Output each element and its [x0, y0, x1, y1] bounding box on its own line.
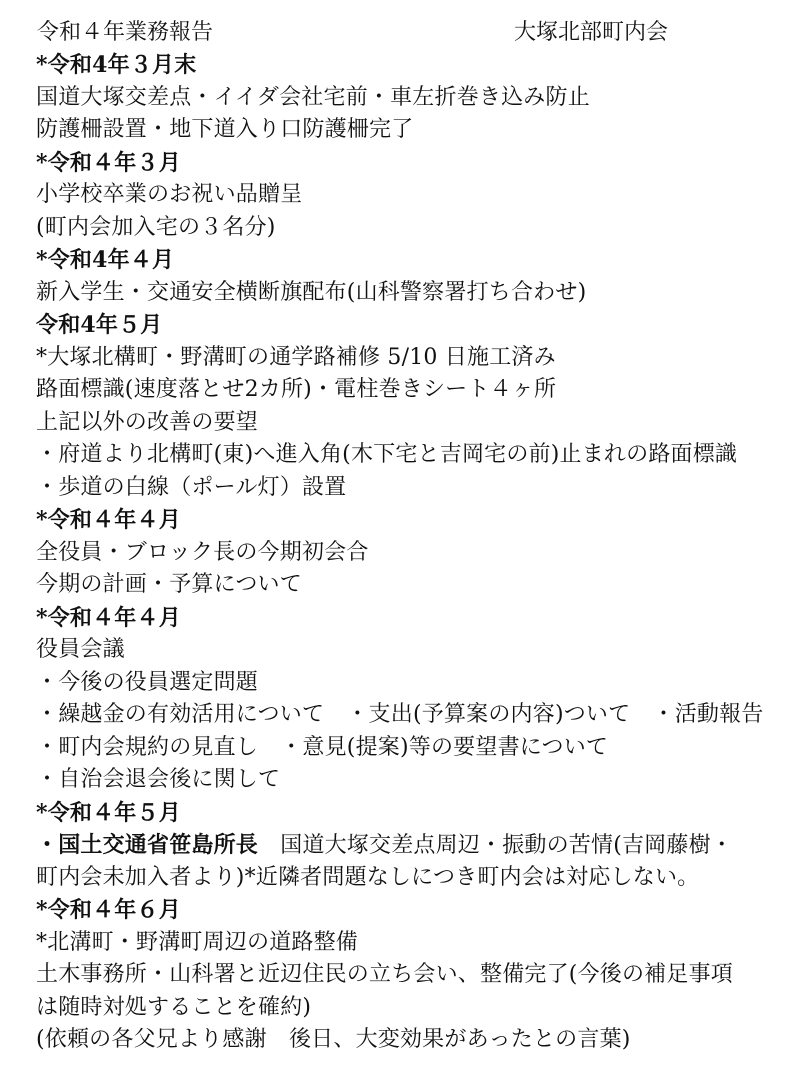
- section-date-heading: *令和４年４月: [36, 507, 181, 533]
- report-line: ・歩道の白線（ポール灯）設置: [36, 474, 347, 500]
- report-line: ・自治会退会後に関して: [36, 767, 281, 792]
- report-line: 小学校卒業のお祝い品贈呈: [36, 182, 303, 207]
- report-title: 令和４年業務報告: [37, 20, 214, 45]
- report-line: 町内会未加入者より)*近隣者問題なしにつき町内会は対応しない。: [36, 864, 700, 890]
- report-line: *大塚北構町・野溝町の通学路補修 5/10 日施工済み: [36, 344, 556, 370]
- section-date-heading: *令和４年５月: [36, 799, 181, 826]
- line-text: 国道大塚交差点周辺・振動の苦情(吉岡藤樹・: [280, 833, 733, 858]
- section-date-heading: *令和４年４月: [36, 604, 181, 631]
- section-date-heading: *令和4年４月: [36, 247, 175, 273]
- organization-name: 大塚北部町内会: [514, 20, 669, 45]
- report-line: 今期の計画・予算について: [36, 572, 302, 597]
- report-line: ・府道より北構町(東)へ進入角(木下宅と吉岡宅の前)止まれの路面標識: [36, 442, 738, 467]
- report-body: [36, 49, 786, 1057]
- report-line: 路面標識(速度落とせ2カ所)・電柱巻きシート４ヶ所: [36, 377, 557, 402]
- section-date-heading: *令和４年３月: [36, 149, 181, 176]
- report-line: 全役員・ブロック長の今期初会合: [36, 539, 369, 565]
- report-line: 防護柵設置・地下道入り口防護柵完了: [36, 117, 414, 142]
- report-line: ・繰越金の有効活用について ・支出(予算案の内容)ついて ・活動報告: [36, 702, 764, 727]
- section-date-heading: *令和４年６月: [36, 897, 181, 923]
- report-line: [36, 829, 786, 862]
- report-line: (町内会加入宅の３名分): [36, 214, 276, 240]
- document-header: [37, 16, 760, 50]
- report-line: *北溝町・野溝町周辺の道路整備: [36, 929, 359, 955]
- section-date-heading: 令和4年５月: [36, 312, 163, 338]
- report-line: 新入学生・交通安全横断旗配布(山科警察署打ち合わせ): [36, 279, 587, 305]
- line-bold-prefix: ・国土交通省笹島所長: [36, 832, 281, 858]
- report-line: 国道大塚交差点・イイダ会社宅前・車左折巻き込み防止: [36, 84, 590, 110]
- report-line: は随時対処することを確約): [36, 994, 312, 1020]
- report-line: 役員会議: [36, 637, 125, 662]
- report-line: 上記以外の改善の要望: [36, 409, 259, 435]
- section-date-heading: *令和4年３月末: [36, 52, 197, 78]
- report-line: 土木事務所・山科署と近辺住民の立ち会い、整備完了(今後の補足事項: [36, 962, 733, 987]
- report-line: ・町内会規約の見直し ・意見(提案)等の要望書について: [36, 734, 609, 760]
- report-line: ・今後の役員選定問題: [36, 669, 259, 695]
- report-line: (依頼の各父兄より感謝 後日、大変効果があったとの言葉): [36, 1027, 631, 1052]
